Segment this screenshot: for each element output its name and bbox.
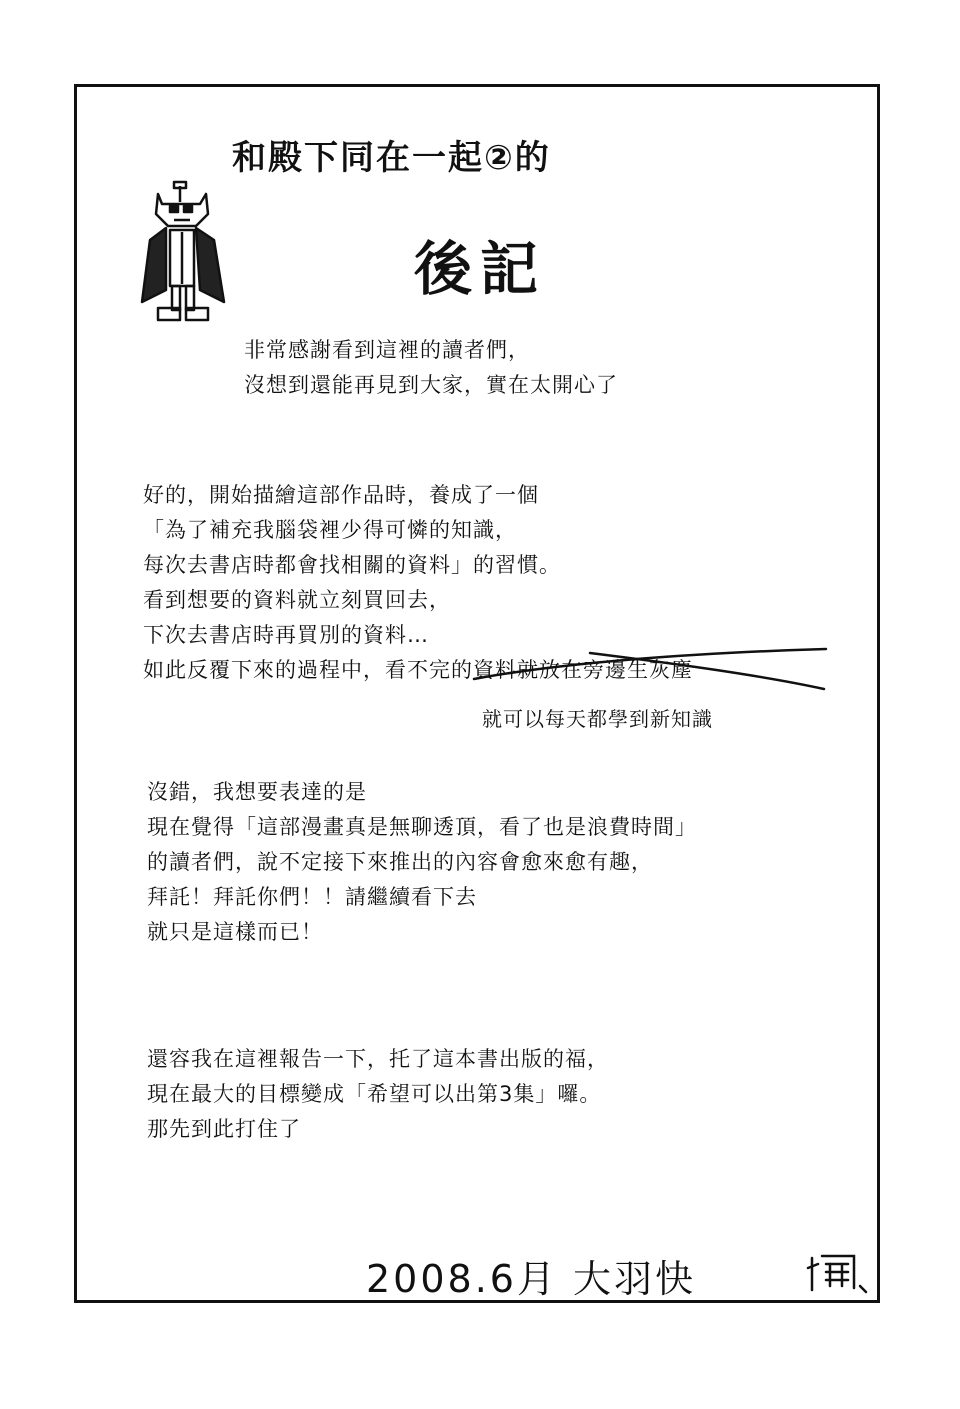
text-line: 現在覺得「這部漫畫真是無聊透頂，看了也是浪費時間」 — [147, 815, 697, 839]
crossed-out-text: 不完的資料就放在旁邊生灰塵 — [407, 658, 693, 682]
text-line: 看到想要的資料就立刻買回去， — [143, 588, 451, 612]
text-line: 非常感謝看到這裡的讀者們， — [244, 338, 530, 362]
text-line: 現在最大的目標變成「希望可以出第3集」囉。 — [147, 1082, 602, 1106]
cross-out-mark — [470, 645, 830, 693]
intro-paragraph — [244, 333, 618, 403]
third-paragraph — [147, 775, 697, 950]
text-line: 拜託！拜託你們！！請繼續看下去 — [147, 885, 477, 909]
text-line: 沒想到還能再見到大家，實在太開心了 — [244, 373, 618, 397]
afterword-subtitle: 和殿下同在一起②的 — [232, 138, 551, 178]
signature-date: 2008.6月 大羽快 — [366, 1257, 697, 1301]
text-line: 每次去書店時都會找相關的資料」的習慣。 — [143, 553, 561, 577]
struck-line-before: 如此反覆下來的過程中，看 — [143, 658, 407, 682]
text-line: 的讀者們，說不定接下來推出的內容會愈來愈有趣， — [147, 850, 653, 874]
text-line: 沒錯，我想要表達的是 — [147, 780, 367, 804]
correction-text: 就可以每天都學到新知識 — [482, 707, 713, 731]
text-line: 「為了補充我腦袋裡少得可憐的知識， — [143, 518, 517, 542]
afterword-title: 後記 — [414, 235, 547, 303]
text-line: 下次去書店時再買別的資料… — [143, 623, 429, 647]
text-line: 還容我在這裡報告一下，托了這本書出版的福， — [147, 1047, 609, 1071]
text-line: 就只是這樣而已！ — [147, 920, 323, 944]
fourth-paragraph — [147, 1042, 609, 1147]
mascot-doodle — [136, 180, 232, 328]
signature-mark — [806, 1250, 870, 1296]
text-line: 那先到此打住了 — [147, 1117, 301, 1141]
text-line: 好的，開始描繪這部作品時，養成了一個 — [143, 483, 539, 507]
